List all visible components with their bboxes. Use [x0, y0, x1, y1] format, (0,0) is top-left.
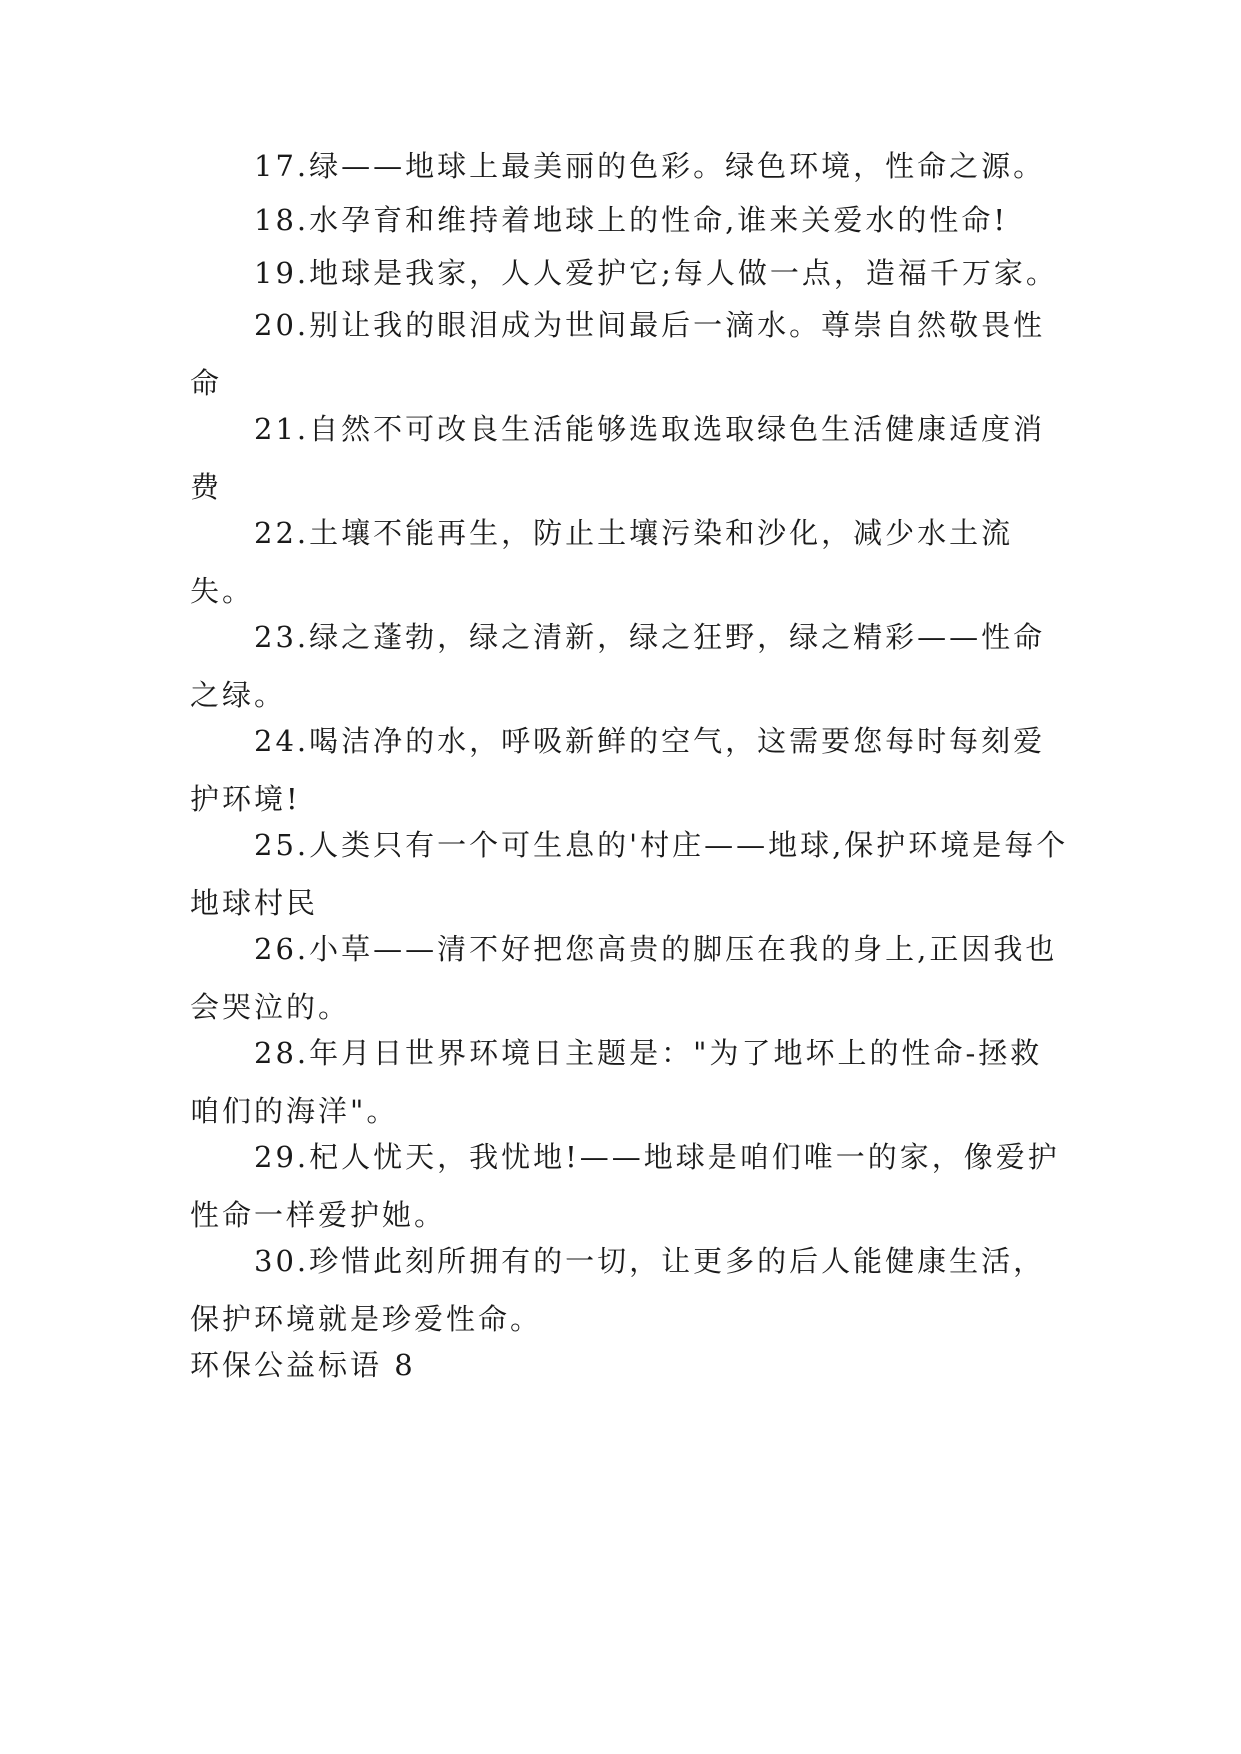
slogan-17: 17.绿——地球上最美丽的色彩。绿色环境，性命之源。 — [254, 149, 1046, 183]
slogan-20: 20.别让我的眼泪成为世间最后一滴水。尊崇自然敬畏性命 — [190, 308, 1046, 400]
slogan-30: 30.珍惜此刻所拥有的一切，让更多的后人能健康生活，保护环境就是珍爱性命。 — [190, 1244, 1046, 1336]
slogan-19: 19.地球是我家，人人爱护它;每人做一点，造福千万家。 — [254, 256, 1058, 290]
slogan-23: 23.绿之蓬勃，绿之清新，绿之狂野，绿之精彩——性命之绿。 — [190, 620, 1046, 712]
section-heading: 环保公益标语 8 — [190, 1348, 416, 1382]
slogan-28: 28.年月日世界环境日主题是："为了地坏上的性命-拯救咱们的海洋"。 — [190, 1036, 1043, 1128]
slogan-26: 26.小草——清不好把您高贵的脚压在我的身上,正因我也会哭泣的。 — [190, 932, 1058, 1024]
slogan-25: 25.人类只有一个可生息的'村庄——地球,保护环境是每个地球村民 — [190, 828, 1069, 920]
slogan-18: 18.水孕育和维持着地球上的性命,谁来关爱水的性命! — [254, 203, 1008, 237]
slogan-21: 21.自然不可改良生活能够选取选取绿色生活健康适度消费 — [190, 412, 1046, 504]
slogan-29: 29.杞人忧天，我忧地!——地球是咱们唯一的家，像爱护性命一样爱护她。 — [190, 1140, 1060, 1232]
slogan-22: 22.土壤不能再生，防止土壤污染和沙化，减少水土流失。 — [190, 516, 1014, 608]
slogan-24: 24.喝洁净的水，呼吸新鲜的空气，这需要您每时每刻爱护环境! — [190, 724, 1046, 816]
